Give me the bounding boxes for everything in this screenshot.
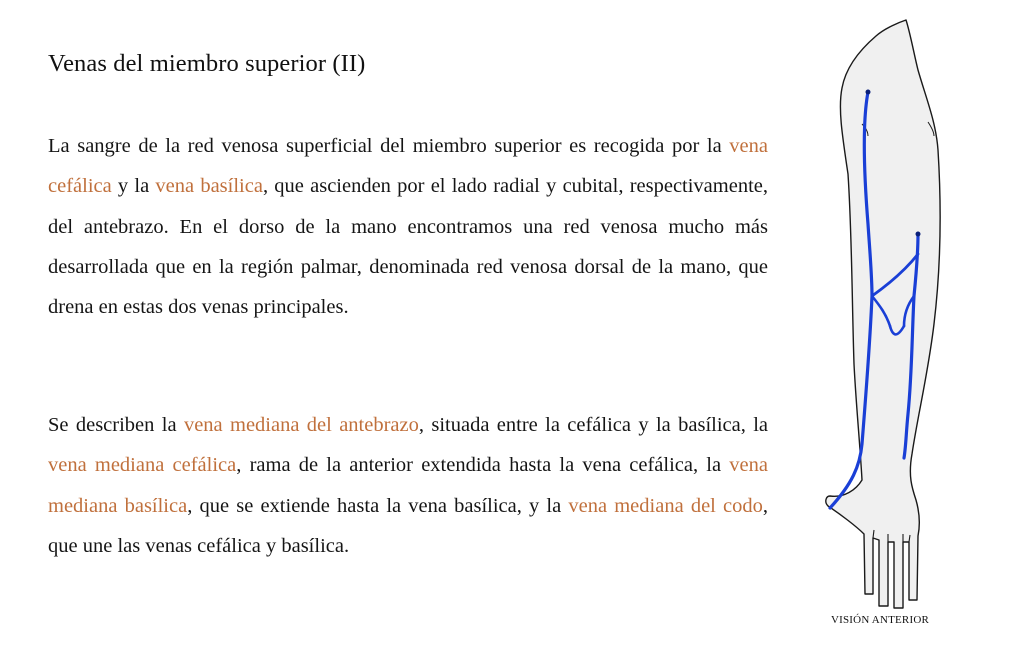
text-segment: La sangre de la red venosa superficial del miembro superior es recogida por la: [48, 135, 730, 157]
text-segment: , situada entre la cefálica y la basílica, la: [418, 414, 769, 436]
text-segment: y la: [111, 175, 156, 198]
paragraph-median-veins: [48, 405, 768, 566]
text-segment: Se describen la: [48, 414, 184, 436]
term-vena-mediana-antebrazo: vena mediana del antebrazo: [183, 414, 419, 436]
arm-veins-illustration: [800, 14, 960, 614]
term-vena-mediana-codo: vena mediana del codo: [568, 494, 763, 517]
page-title: Venas del miembro superior (II): [48, 50, 366, 77]
text-segment: , que une las venas cefálica y basílica.: [48, 494, 768, 557]
term-vena-mediana-basilica: vena mediana basílica: [48, 454, 768, 517]
vein-end-cephalic: [866, 90, 871, 95]
figure-caption: VISIÓN ANTERIOR: [830, 614, 930, 626]
term-vena-mediana-cefalica: vena mediana cefálica: [48, 454, 237, 477]
arm-outline: [826, 20, 940, 608]
paragraph-superficial-veins: [48, 126, 768, 327]
vein-end-basilic: [916, 232, 921, 237]
term-vena-basilica: vena basílica: [155, 175, 263, 198]
text-segment: , que ascienden por el lado radial y cubital, respectivamente, del antebrazo. En el dorso de la mano encontramos una red venosa mucho más desarrollada que en la región palmar, denominada red venosa dorsal de la mano, que drena en estas dos venas principales.: [48, 175, 768, 319]
term-vena-cefalica: vena cefálica: [48, 135, 768, 198]
text-segment: , rama de la anterior extendida hasta la vena cefálica, la: [236, 454, 730, 477]
text-segment: , que se extiende hasta la vena basílica, y la: [187, 494, 569, 517]
